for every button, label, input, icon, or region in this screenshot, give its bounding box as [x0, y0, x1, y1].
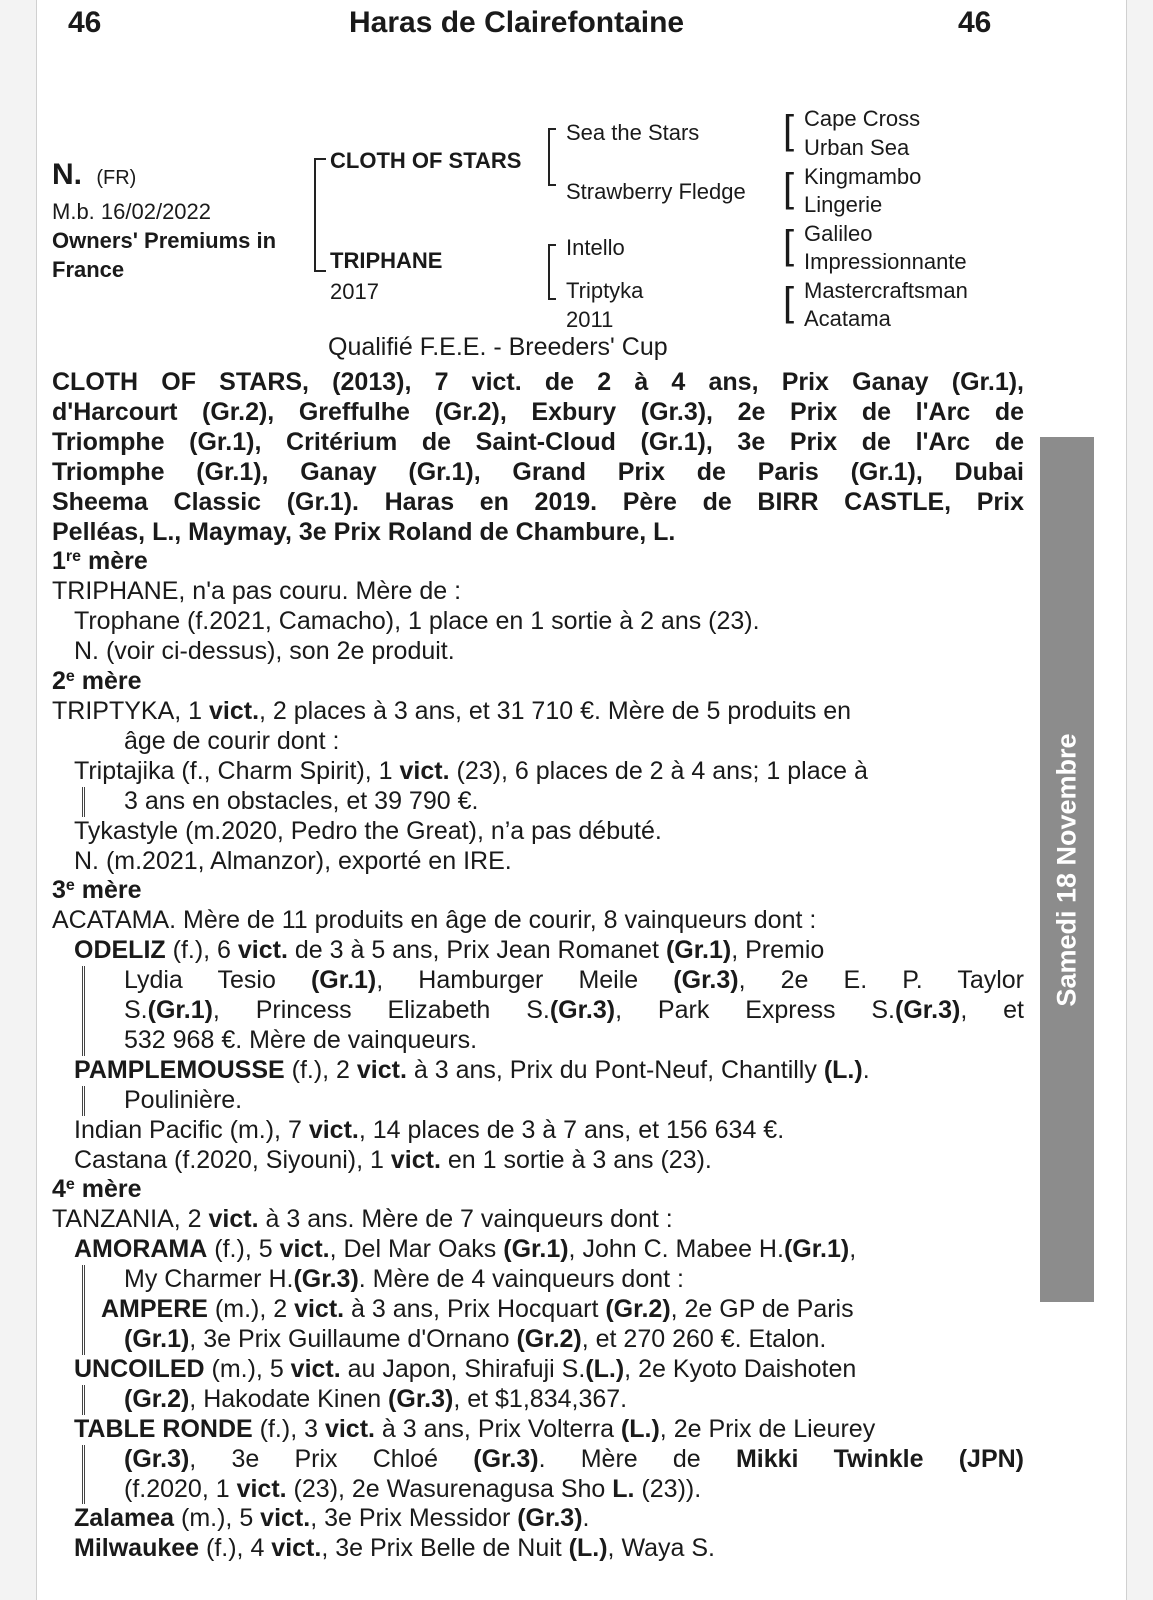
text: (f.), 4 [199, 1534, 272, 1563]
uncoiled-entry [52, 1355, 1024, 1385]
mere-word: mère [81, 547, 148, 576]
text: vict. [260, 1504, 311, 1533]
text: vict. [390, 1145, 441, 1174]
text: vict. [237, 936, 288, 965]
text: (f.), 6 [165, 936, 238, 965]
text: (Gr.2) [605, 1295, 671, 1324]
text: (L.) [568, 1534, 608, 1563]
text: L. [612, 1474, 635, 1503]
odeliz-line [82, 996, 1024, 1026]
text: à 3 ans, Prix du Pont-Neuf, Chantilly [406, 1055, 824, 1084]
text: . Mère de [538, 1444, 736, 1473]
castana-entry [52, 1146, 1024, 1176]
pedigree-dam-year: 2017 [330, 279, 379, 304]
pedigree-sd: Strawberry Fledge [566, 179, 746, 204]
pedigree-dsd: Impressionnante [804, 249, 967, 274]
text: (f.), 5 [207, 1235, 280, 1264]
pedigree-ds: Intello [566, 235, 625, 260]
text: , 3e Prix Guillaume d'Ornano [189, 1325, 517, 1353]
bracket-icon: [ [783, 223, 795, 267]
table-ronde-line [82, 1445, 1024, 1475]
text: (Gr.3) [673, 966, 739, 995]
mere1-line: N. (voir ci-dessus), son 2e produit. [74, 637, 455, 666]
page-number-left: 46 [68, 6, 102, 39]
mere2-line [52, 757, 1024, 787]
text: TANZANIA, 2 [52, 1205, 209, 1234]
text: , et [960, 996, 1024, 1025]
amorama-line [82, 1265, 1024, 1295]
text: vict. [356, 1055, 407, 1084]
text: (L.) [620, 1414, 660, 1443]
text: TRIPTYKA, 1 [52, 696, 209, 725]
text: (Gr.1) [783, 1235, 850, 1264]
table-ronde-line [82, 1475, 1024, 1505]
bracket-icon: [ [783, 280, 795, 324]
pedigree-bracket-dam-bottom [548, 298, 556, 300]
sire-line: Sheema Classic (Gr.1). Haras en 2019. Père de BIRR CASTLE, Prix [52, 487, 1024, 516]
text: . [862, 1055, 870, 1084]
pedigree-dam: TRIPHANE [330, 248, 443, 273]
pedigree-bracket-main-bottom [314, 270, 326, 272]
text: . Mère de 4 vainqueurs dont : [358, 1265, 684, 1294]
pedigree-dd-year: 2011 [566, 307, 614, 332]
text: vict. [271, 1534, 322, 1563]
text: , 2e Prix de Lieurey [659, 1414, 876, 1443]
mere-number: 1 [52, 547, 66, 576]
text: (Gr.1) [310, 966, 377, 995]
text: , et $1,834,367. [453, 1384, 628, 1413]
text: . [582, 1504, 590, 1533]
text: (f.), 2 [284, 1055, 357, 1084]
text: , Premio [731, 936, 825, 965]
text: (L.) [585, 1354, 625, 1383]
mere-number: 4 [52, 1175, 66, 1204]
subject-name-block [52, 158, 136, 192]
text: (m.), 2 [207, 1295, 295, 1324]
uncoiled-line [82, 1385, 1024, 1415]
horse-name: TABLE RONDE [74, 1414, 253, 1443]
text: My Charmer H. [124, 1265, 294, 1294]
text: (Gr.3) [124, 1444, 190, 1473]
subject-owners-line1: Owners' Premiums in [52, 228, 277, 253]
pedigree-bracket-main-top [314, 158, 326, 160]
mere-word: mère [74, 1175, 142, 1204]
text: , et 270 260 €. Etalon. [581, 1325, 827, 1353]
catalogue-body [52, 368, 1024, 1564]
pedigree-ddd: Acatama [804, 306, 891, 331]
text: (Gr.3) [895, 996, 961, 1025]
text: (Gr.2) [124, 1384, 190, 1413]
mere-word: mère [74, 667, 142, 696]
amorama-entry [52, 1235, 1024, 1265]
text: , 3e Prix Belle de Nuit [321, 1534, 569, 1563]
text: vict. [279, 1235, 330, 1264]
text: vict. [399, 756, 450, 785]
text: (23)). [634, 1474, 702, 1503]
milwaukee-entry [52, 1534, 1024, 1564]
text: , [849, 1235, 857, 1264]
text: vict. [324, 1414, 375, 1443]
sire-line: Pelléas, L., Maymay, 3e Prix Roland de Chambure, L. [52, 517, 676, 546]
pedigree-ssd: Urban Sea [804, 135, 910, 160]
subject-name: N. [52, 158, 82, 191]
text: , 2e GP de Paris [670, 1295, 854, 1324]
text: (L.) [823, 1055, 863, 1084]
text: vict. [290, 1354, 341, 1383]
mere1-line: Trophane (f.2021, Camacho), 1 place en 1 sortie à 2 ans (23). [74, 607, 760, 636]
subject-origin: (FR) [96, 167, 137, 189]
pedigree-sire: CLOTH OF STARS [330, 148, 522, 173]
mere-number: 3 [52, 876, 66, 905]
horse-name: Milwaukee [74, 1534, 200, 1563]
sire-line: CLOTH OF STARS, (2013), 7 vict. de 2 à 4 ans, Prix Ganay (Gr.1), [52, 368, 1024, 396]
mere3-heading [52, 876, 1024, 906]
odeliz-line: 532 968 €. Mère de vainqueurs. [82, 1026, 1024, 1056]
horse-name: AMPERE [101, 1295, 208, 1324]
pedigree-ss: Sea the Stars [566, 120, 700, 145]
qualification-note: Qualifié F.E.E. - Breeders' Cup [328, 333, 668, 361]
pedigree-bracket-sire-bottom [548, 184, 556, 186]
text: en 1 sortie à 3 ans (23). [440, 1145, 712, 1174]
text: Lydia Tesio [124, 966, 311, 995]
text: (Gr.1) [124, 1325, 190, 1353]
mere-sup: re [65, 548, 82, 566]
date-side-tab [1040, 437, 1094, 1302]
text: (Gr.1) [665, 936, 732, 965]
odeliz-line [82, 966, 1024, 996]
subject-owners-line2: France [52, 257, 125, 282]
mere2-line: N. (m.2021, Almanzor), exporté en IRE. [74, 846, 512, 875]
mere-sup: e [65, 668, 75, 686]
mere-number: 2 [52, 667, 66, 696]
pamplemousse-line: Poulinière. [82, 1086, 1024, 1116]
text: , 3e Prix Chloé [189, 1444, 474, 1473]
text: (Gr.3) [293, 1265, 359, 1294]
sire-line: Triomphe (Gr.1), Ganay (Gr.1), Grand Prix de Paris (Gr.1), Dubai [52, 457, 1024, 486]
pedigree-bracket-sire [548, 128, 550, 186]
zalamea-entry [52, 1504, 1024, 1534]
indian-pacific-entry [52, 1116, 1024, 1146]
text: , John C. Mabee H. [568, 1235, 784, 1264]
text: , Del Mar Oaks [329, 1235, 504, 1264]
sire-line: d'Harcourt (Gr.2), Greffulhe (Gr.2), Exbury (Gr.3), 2e Prix de l'Arc de [52, 397, 1024, 426]
mere4-line [52, 1205, 1024, 1235]
table-ronde-entry [52, 1415, 1024, 1445]
mere-word: mère [74, 876, 142, 905]
ampere-line [82, 1325, 1024, 1355]
text: , 3e Prix Messidor [310, 1504, 518, 1533]
mere1-line: TRIPHANE, n'a pas couru. Mère de : [52, 577, 462, 606]
pedigree-sdd: Lingerie [804, 192, 883, 217]
subject-birth: M.b. 16/02/2022 [52, 199, 212, 224]
text: , 14 places de 3 à 7 ans, et 156 634 €. [358, 1115, 785, 1144]
text: , Hakodate Kinen [189, 1384, 389, 1413]
page-number-right: 46 [958, 6, 992, 39]
bracket-icon: [ [783, 108, 795, 152]
text: (23), 6 places de 2 à 4 ans; 1 place à [449, 756, 868, 785]
left-margin [0, 0, 37, 1600]
pedigree-dss: Galileo [804, 221, 873, 246]
text: , 2e E. P. Taylor [738, 966, 1025, 995]
pedigree-sss: Cape Cross [804, 106, 921, 131]
bracket-icon: [ [783, 166, 795, 210]
text: (Gr.3) [388, 1384, 454, 1413]
text: , 2e Kyoto Daishoten [624, 1354, 857, 1383]
text: (f.), 3 [252, 1414, 325, 1443]
text: Castana (f.2020, Siyouni), 1 [74, 1145, 391, 1174]
text: (Gr.3) [549, 996, 616, 1025]
mere-sup: e [65, 1176, 75, 1194]
text: vict. [236, 1474, 287, 1503]
text: , 2 places à 3 ans, et 31 710 €. Mère de 5 produits en [259, 696, 852, 725]
text: à 3 ans, Prix Volterra [374, 1414, 621, 1443]
pamplemousse-entry [52, 1056, 1024, 1086]
text: vict. [208, 1205, 259, 1234]
text: (Gr.1) [503, 1235, 569, 1264]
horse-name: ODELIZ [74, 936, 166, 965]
odeliz-entry [52, 936, 1024, 966]
text: au Japon, Shirafuji S. [340, 1354, 586, 1383]
horse-name: Zalamea [74, 1504, 175, 1533]
text: (Gr.2) [516, 1325, 582, 1353]
mere3-line: ACATAMA. Mère de 11 produits en âge de courir, 8 vainqueurs dont : [52, 906, 817, 935]
text: S. [124, 996, 148, 1025]
text: vict. [208, 696, 260, 725]
text: à 3 ans. Mère de 7 vainqueurs dont : [258, 1205, 673, 1234]
mere-sup: e [65, 877, 75, 895]
mere2-heading [52, 667, 1024, 697]
mere2-line [52, 697, 1024, 727]
mere2-line: Tykastyle (m.2020, Pedro the Great), n’a pas débuté. [74, 816, 662, 845]
text: (23), 2e Wasurenagusa Sho [286, 1474, 613, 1503]
text: vict. [294, 1295, 345, 1324]
horse-name: PAMPLEMOUSSE [74, 1055, 285, 1084]
text: vict. [308, 1115, 359, 1144]
text: (m.), 5 [204, 1354, 291, 1383]
page-title: Haras de Clairefontaine [349, 6, 685, 39]
text: Triptajika (f., Charm Spirit), 1 [74, 756, 400, 785]
pedigree-sds: Kingmambo [804, 164, 922, 189]
sire-line: Triomphe (Gr.1), Critérium de Saint-Cloud (Gr.1), 3e Prix de l'Arc de [52, 427, 1024, 456]
pedigree-bracket-sire-top [548, 128, 556, 130]
pedigree-bracket-main [314, 158, 316, 272]
text: , Hamburger Meile [376, 966, 674, 995]
text: de 3 à 5 ans, Prix Jean Romanet [287, 936, 666, 965]
horse-name: AMORAMA [74, 1235, 208, 1264]
pedigree-bracket-dam [548, 244, 550, 300]
pedigree-bracket-dam-top [548, 244, 556, 246]
text: (m.), 5 [174, 1504, 261, 1533]
mere2-line: âge de courir dont : [124, 726, 340, 755]
text: (Gr.3) [517, 1504, 583, 1533]
mere1-heading [52, 547, 1024, 577]
text: , Park Express S. [615, 996, 896, 1025]
date-side-label: Samedi 18 Novembre [1051, 732, 1082, 1007]
horse-name: UNCOILED [74, 1354, 205, 1383]
pedigree-dds: Mastercraftsman [804, 278, 968, 303]
text: (Gr.3) [473, 1444, 539, 1473]
mere2-line: 3 ans en obstacles, et 39 790 €. [82, 787, 1024, 817]
text: (Gr.1) [147, 996, 213, 1025]
text: à 3 ans, Prix Hocquart [344, 1295, 606, 1324]
text: Mikki Twinkle (JPN) [735, 1444, 1024, 1473]
pedigree-dd: Triptyka [566, 278, 644, 303]
text: , Waya S. [607, 1534, 715, 1563]
mere4-heading [52, 1175, 1024, 1205]
ampere-entry [82, 1295, 1024, 1325]
right-margin [1126, 0, 1153, 1600]
text: Indian Pacific (m.), 7 [74, 1115, 309, 1144]
text: , Princess Elizabeth S. [212, 996, 550, 1025]
text: (f.2020, 1 [124, 1474, 237, 1503]
